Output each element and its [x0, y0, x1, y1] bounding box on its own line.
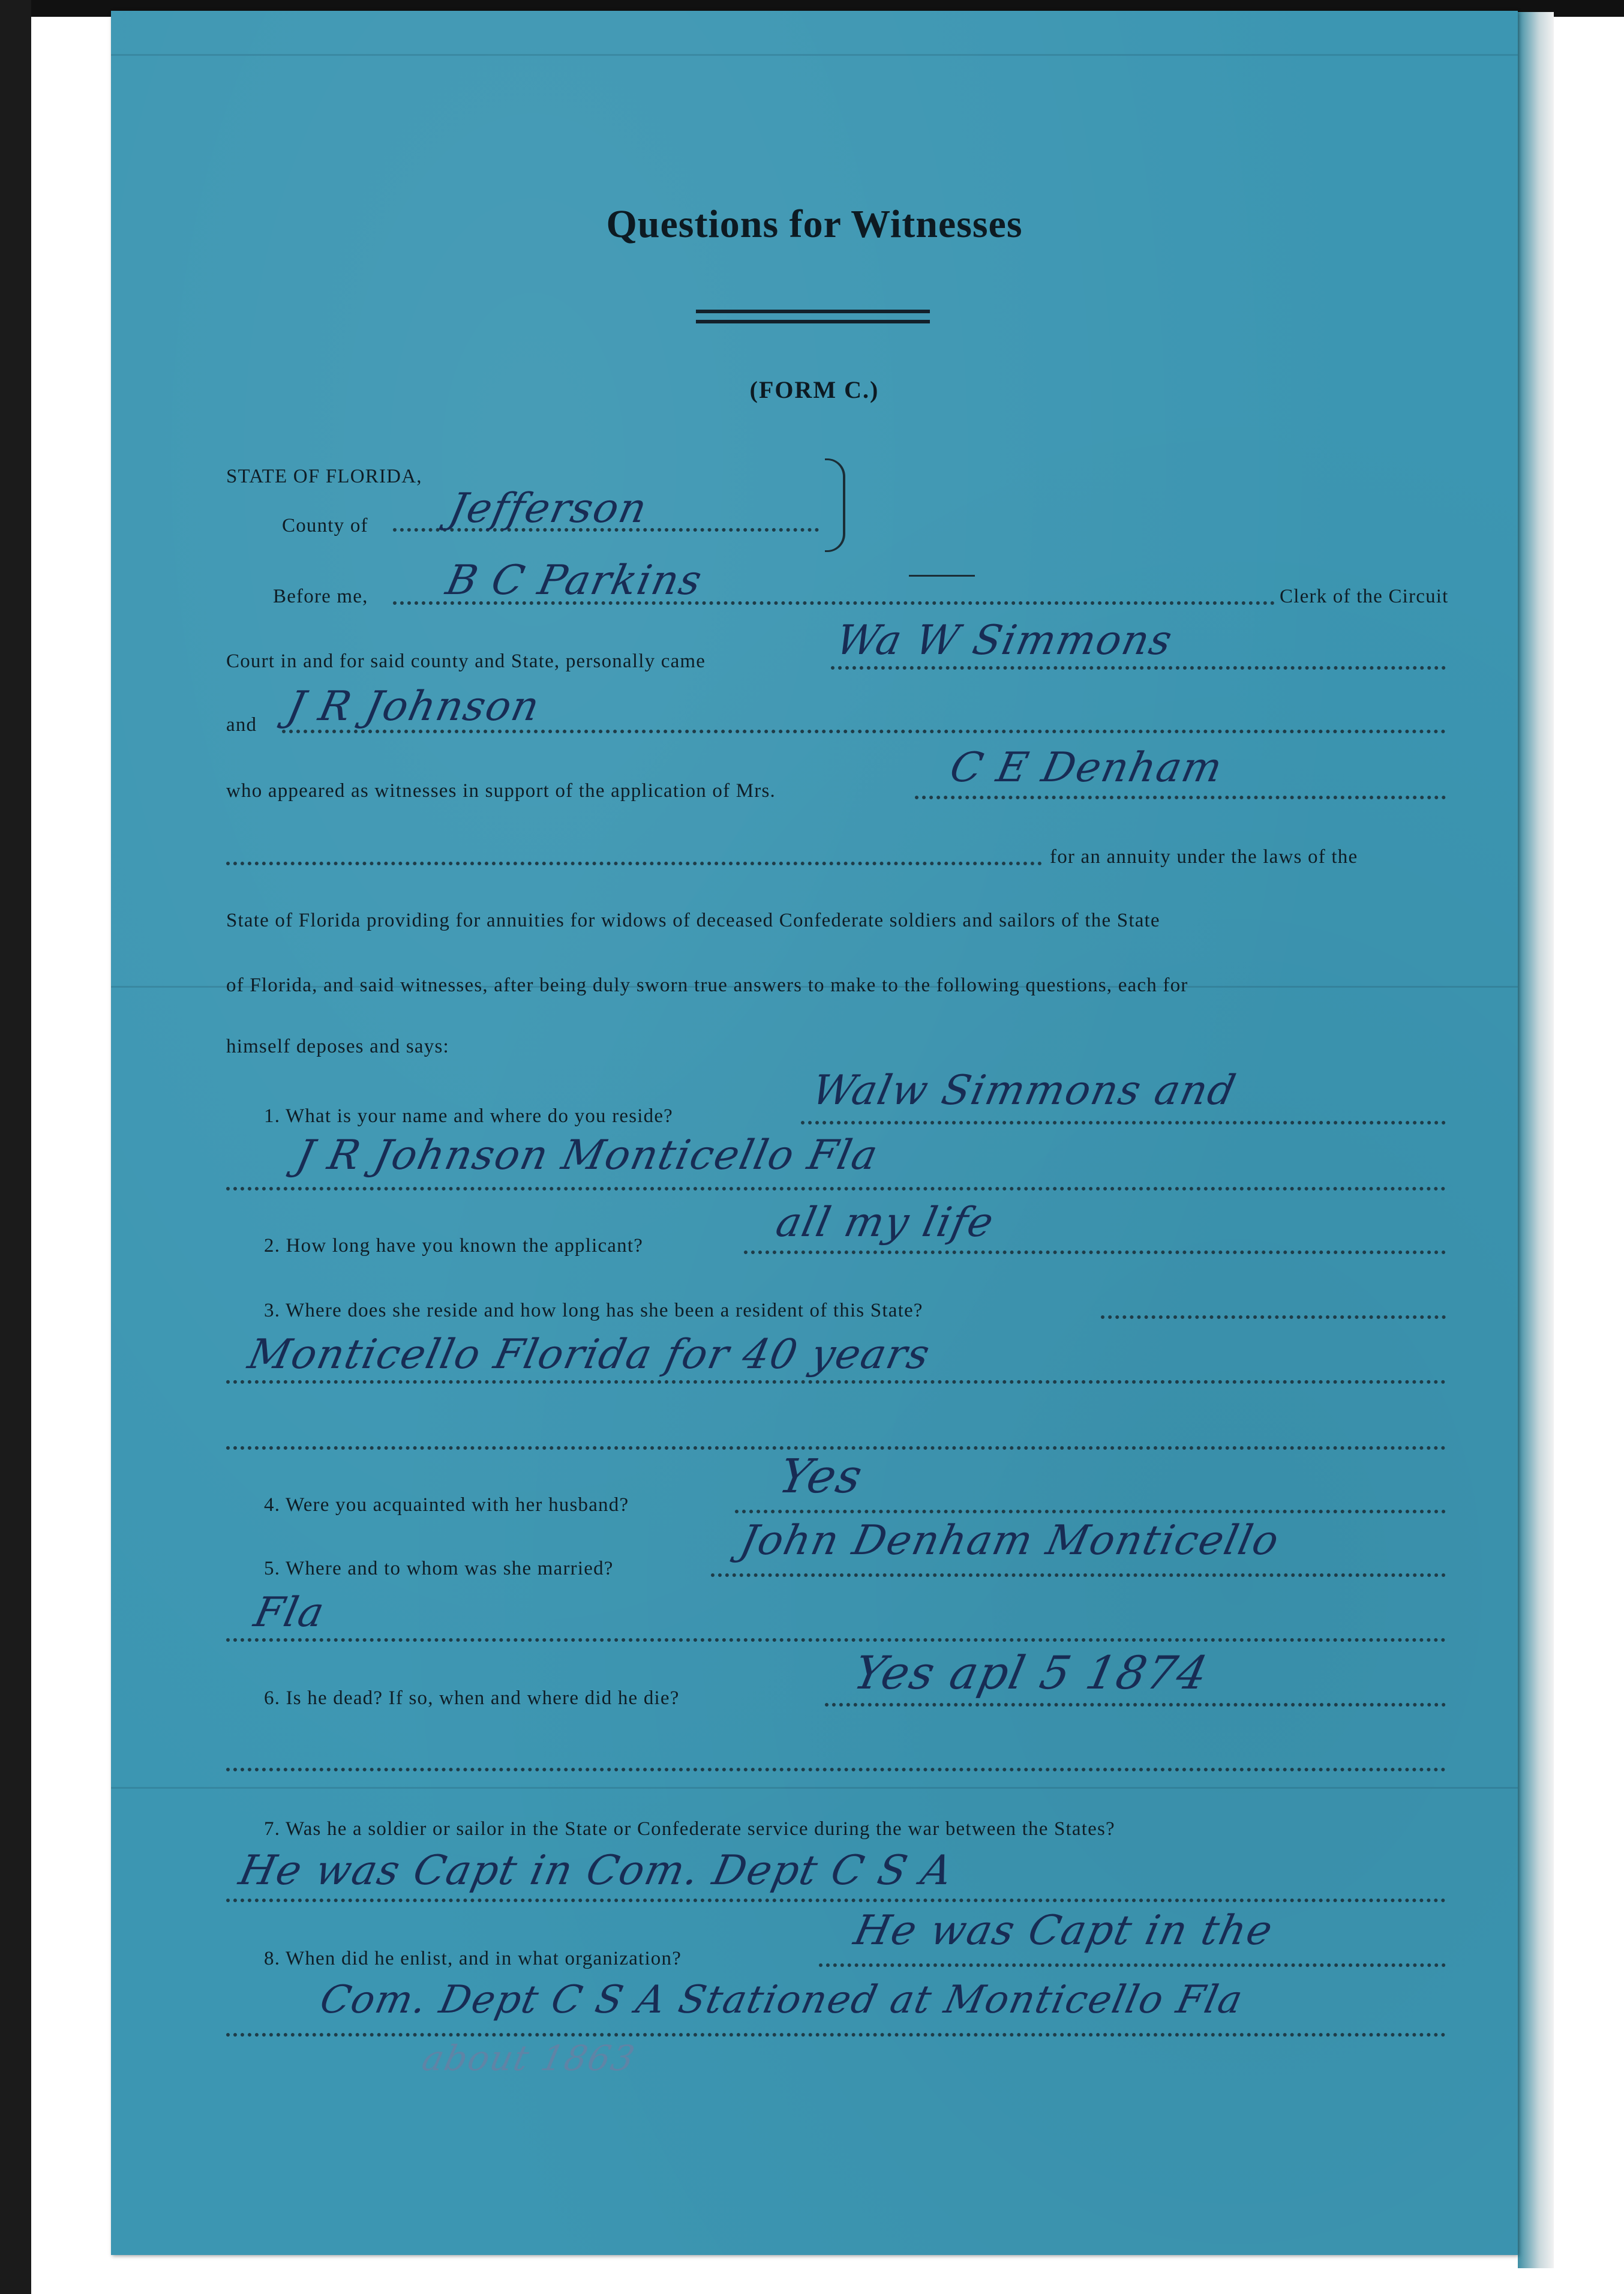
pen-dash: [909, 575, 975, 577]
before-me-label: Before me,: [273, 586, 368, 607]
fold-line: [111, 54, 1518, 56]
title-rule: [696, 320, 930, 323]
court-label: Court in and for said county and State, personally came: [226, 650, 706, 672]
form-label: (FORM C.): [749, 376, 879, 403]
applicant-dotted-line: [915, 796, 1446, 799]
question-7: 7. Was he a soldier or sailor in the State or Confederate service during the war between the States?: [264, 1818, 1115, 1840]
appeared-label: who appeared as witnesses in support of the application of Mrs.: [226, 780, 776, 802]
answer-7-handwritten: He was Capt in Com. Dept C S A: [235, 1847, 957, 1894]
question-3: 3. Where does she reside and how long has she been a resident of this State?: [264, 1300, 923, 1321]
answer-2-handwritten: all my life: [772, 1199, 999, 1246]
annuity-label: for an annuity under the laws of the: [1050, 846, 1358, 868]
paragraph-line: of Florida, and said witnesses, after being duly sworn true answers to make to the following questions, each for: [226, 974, 1188, 996]
answer-dotted-line: [226, 2033, 1446, 2037]
witness1-handwritten: Wa W Simmons: [831, 617, 1177, 664]
and-label: and: [226, 714, 257, 736]
answer-dotted-line: [711, 1573, 1446, 1577]
answer-dotted-line: [801, 1121, 1446, 1124]
witness2-handwritten: J R Johnson: [283, 683, 545, 730]
answer-5a-handwritten: John Denham Monticello: [736, 1517, 1284, 1564]
answer-5b-handwritten: Fla: [250, 1589, 329, 1636]
answer-1b-handwritten: J R Johnson Monticello Fla: [292, 1132, 883, 1179]
paragraph-line: State of Florida providing for annuities for widows of deceased Confederate soldiers and sailors of the State: [226, 910, 1160, 931]
answer-8c-pencil: about 1863: [418, 2038, 640, 2079]
answer-dotted-line: [226, 1380, 1446, 1384]
applicant-cont-dotted-line: [226, 862, 1042, 865]
scan-right-shadow: [1518, 12, 1554, 2268]
paragraph-line: himself deposes and says:: [226, 1036, 449, 1057]
state-label: STATE OF FLORIDA,: [226, 466, 422, 487]
document-page: [111, 11, 1518, 2255]
answer-3-handwritten: Monticello Florida for 40 years: [244, 1331, 935, 1378]
fold-line: [111, 1787, 1518, 1789]
answer-dotted-line: [735, 1510, 1446, 1513]
answer-1a-handwritten: Walw Simmons and: [808, 1067, 1241, 1114]
answer-4-handwritten: Yes: [774, 1450, 868, 1504]
form-title: Questions for Witnesses: [606, 202, 1023, 246]
witness1-dotted-line: [831, 666, 1446, 670]
answer-dotted-line: [825, 1703, 1446, 1707]
answer-dotted-line: [226, 1638, 1446, 1642]
title-rule: [696, 310, 930, 313]
answer-dotted-line: [226, 1768, 1446, 1771]
question-8: 8. When did he enlist, and in what organization?: [264, 1948, 682, 1969]
question-1: 1. What is your name and where do you reside?: [264, 1105, 674, 1127]
answer-dotted-line: [819, 1963, 1446, 1967]
county-handwritten: Jefferson: [445, 485, 652, 532]
clerk-label: Clerk of the Circuit: [1280, 586, 1449, 607]
answer-dotted-line: [744, 1251, 1446, 1254]
answer-dotted-line: [1101, 1315, 1446, 1319]
answer-8a-handwritten: He was Capt in the: [849, 1907, 1278, 1954]
scan-left-border: [0, 0, 31, 2294]
answer-6-handwritten: Yes apl 5 1874: [849, 1646, 1214, 1699]
applicant-handwritten: C E Denham: [945, 744, 1227, 791]
question-6: 6. Is he dead? If so, when and where did he die?: [264, 1687, 680, 1709]
question-2: 2. How long have you known the applicant?: [264, 1235, 644, 1257]
county-label: County of: [282, 515, 368, 536]
clerk-name-handwritten: B C Parkins: [442, 557, 707, 604]
answer-dotted-line: [226, 1187, 1446, 1191]
brace-mark: [825, 458, 845, 552]
question-4: 4. Were you acquainted with her husband?: [264, 1494, 629, 1516]
answer-dotted-line: [226, 1899, 1446, 1902]
question-5: 5. Where and to whom was she married?: [264, 1558, 614, 1579]
answer-8b-handwritten: Com. Dept C S A Stationed at Monticello Fla: [316, 1978, 1248, 2022]
